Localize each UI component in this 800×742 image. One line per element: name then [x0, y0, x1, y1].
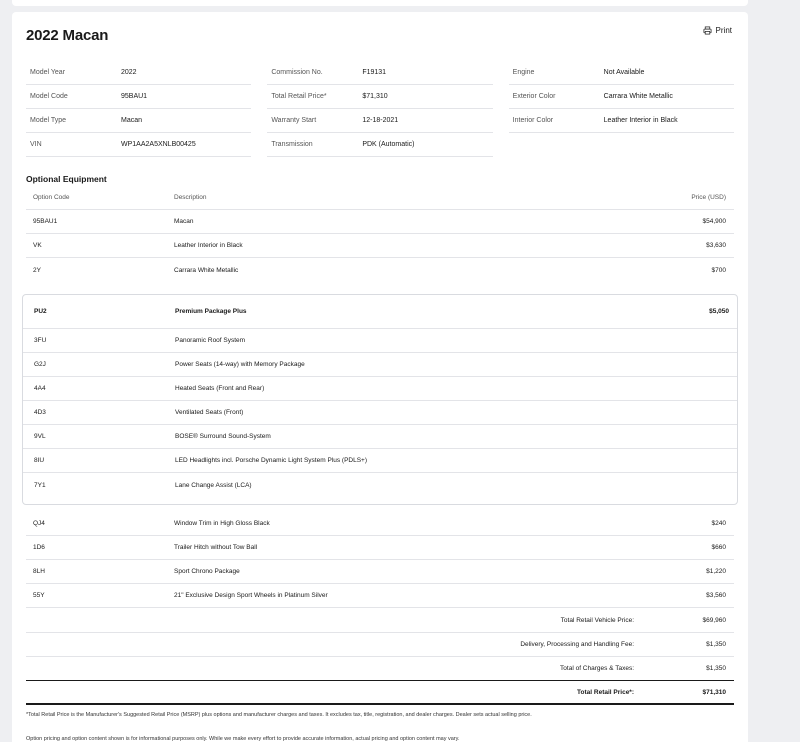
- spec-row: [267, 109, 492, 133]
- spec-row: [26, 109, 251, 133]
- table-row: [26, 512, 734, 536]
- spec-label: Model Code: [30, 93, 68, 100]
- totals-section: [26, 609, 734, 705]
- spec-row: [26, 133, 251, 157]
- option-description: Window Trim in High Gloss Black: [174, 520, 270, 527]
- spec-label: Exterior Color: [512, 93, 556, 100]
- spec-label: VIN: [30, 141, 42, 148]
- spec-label: Commission No.: [271, 69, 323, 76]
- pricing-disclaimer: Option pricing and option content shown is for informational purposes only. While we make every effort to provide accurate information, actual pricing and option content may vary.: [26, 736, 460, 742]
- option-description: LED Headlights incl. Porsche Dynamic Light System Plus (PDLS+): [175, 457, 368, 464]
- option-code: 3FU: [34, 337, 47, 344]
- equipment-table-header: [26, 186, 734, 210]
- option-code: 95BAU1: [33, 218, 58, 225]
- package-item-row: [23, 425, 737, 449]
- spec-value: 2022: [121, 69, 137, 76]
- option-description: Panoramic Roof System: [175, 337, 246, 344]
- total-value: $1,350: [706, 641, 726, 648]
- option-description: Sport Chrono Package: [174, 568, 240, 575]
- optional-equipment-heading: Optional Equipment: [26, 174, 107, 184]
- option-price: $54,900: [702, 218, 726, 225]
- equipment-rows-after: [26, 512, 734, 608]
- option-description: Lane Change Assist (LCA): [175, 481, 252, 489]
- option-description: BOSE® Surround Sound-System: [175, 433, 271, 440]
- spec-row: [267, 85, 492, 109]
- option-description: Trailer Hitch without Tow Ball: [174, 544, 258, 551]
- spec-label: Model Type: [30, 117, 67, 124]
- option-price: $240: [711, 520, 726, 527]
- grand-total-value: $71,310: [702, 688, 726, 696]
- package-item-row: [23, 401, 737, 425]
- column-header-description: Description: [174, 194, 207, 201]
- total-row: [26, 633, 734, 657]
- package-item-row: [23, 449, 737, 473]
- printer-icon: [703, 26, 712, 35]
- total-row: [26, 609, 734, 633]
- spec-row: [26, 61, 251, 85]
- spec-value: PDK (Automatic): [362, 141, 415, 148]
- spec-value: Macan: [121, 117, 143, 124]
- page-title: 2022 Macan: [26, 27, 109, 44]
- top-card-edge: [12, 0, 748, 6]
- vehicle-details-card: [12, 12, 748, 742]
- grand-total-label: Total Retail Price*:: [577, 688, 634, 696]
- option-code: VK: [33, 242, 42, 249]
- option-code: 4A4: [34, 385, 46, 392]
- msrp-disclaimer: *Total Retail Price is the Manufacturer's Suggested Retail Price (MSRP) plus options and manufacturer charges and taxes. It excludes tax, title, registration, and dealer charges. Dealer sets actual selling price.: [26, 712, 532, 718]
- package-item-row: [23, 329, 737, 353]
- spec-label: Warranty Start: [271, 117, 317, 124]
- option-price: $660: [711, 544, 726, 551]
- option-description: Power Seats (14-way) with Memory Package: [175, 361, 305, 368]
- package-code: PU2: [34, 308, 47, 315]
- option-description: Heated Seats (Front and Rear): [175, 385, 265, 392]
- spec-value: $71,310: [362, 93, 388, 100]
- spec-row: [267, 61, 492, 85]
- table-row: [26, 234, 734, 258]
- total-label: Total of Charges & Taxes:: [560, 665, 634, 672]
- specs-column-1: [26, 61, 251, 157]
- option-price: $1,220: [706, 568, 726, 575]
- option-code: 8IU: [34, 457, 45, 464]
- table-row: [26, 584, 734, 608]
- spec-row: [267, 133, 492, 157]
- specs-column-3: [509, 61, 734, 157]
- spec-label: Model Year: [30, 69, 66, 76]
- spec-value: 12-18-2021: [362, 117, 399, 124]
- spec-label: Total Retail Price*: [271, 93, 327, 100]
- option-code: QJ4: [33, 520, 45, 527]
- column-header-price: Price (USD): [691, 194, 726, 201]
- package-item-row: [23, 473, 737, 497]
- spec-value: WP1AA2A5XNLB00425: [121, 141, 196, 148]
- option-description: Carrara White Metallic: [174, 266, 239, 274]
- table-row: [26, 210, 734, 234]
- spec-value: Not Available: [603, 69, 645, 76]
- spec-value: F19131: [362, 69, 387, 76]
- total-value: $69,960: [702, 617, 726, 624]
- specs-column-2: [267, 61, 492, 157]
- spec-row: [509, 85, 734, 109]
- spec-label: Engine: [512, 69, 535, 76]
- package-price: $5,050: [709, 308, 729, 315]
- equipment-rows-before: [26, 210, 734, 282]
- option-price: $3,630: [706, 242, 726, 249]
- specs-grid: [26, 61, 734, 157]
- package-description: Premium Package Plus: [175, 308, 247, 315]
- option-code: 9VL: [34, 433, 46, 440]
- option-description: Leather Interior in Black: [174, 242, 243, 249]
- option-description: Ventilated Seats (Front): [175, 409, 244, 416]
- option-code: 7Y1: [34, 481, 46, 489]
- print-label: Print: [715, 26, 732, 35]
- column-header-code: Option Code: [33, 194, 70, 201]
- spec-row: [26, 85, 251, 109]
- package-item-row: [23, 377, 737, 401]
- table-row: [26, 560, 734, 584]
- option-code: 2Y: [33, 266, 41, 274]
- option-code: 1D6: [33, 544, 45, 551]
- total-row: [26, 657, 734, 681]
- premium-package-group: [22, 294, 738, 505]
- package-item-row: [23, 353, 737, 377]
- spec-value: Carrara White Metallic: [603, 93, 673, 100]
- spec-value: Leather Interior in Black: [603, 117, 678, 124]
- spec-label: Transmission: [271, 141, 313, 148]
- package-header-row: [23, 295, 737, 329]
- grand-total-row: [26, 681, 734, 705]
- print-button[interactable]: [703, 26, 732, 35]
- option-code: 8LH: [33, 568, 45, 575]
- option-price: $3,560: [706, 592, 726, 599]
- spec-value: 95BAU1: [121, 93, 148, 100]
- total-value: $1,350: [706, 665, 726, 672]
- total-label: Delivery, Processing and Handling Fee:: [520, 641, 634, 648]
- spec-row: [509, 61, 734, 85]
- option-description: 21" Exclusive Design Sport Wheels in Platinum Silver: [174, 592, 328, 599]
- option-code: 4D3: [34, 409, 46, 416]
- option-price: $700: [711, 266, 726, 274]
- option-description: Macan: [174, 218, 194, 225]
- spec-label: Interior Color: [512, 117, 554, 124]
- option-code: G2J: [34, 361, 46, 368]
- spec-row: [509, 109, 734, 133]
- option-code: 55Y: [33, 592, 45, 599]
- table-row: [26, 536, 734, 560]
- table-row: [26, 258, 734, 282]
- total-label: Total Retail Vehicle Price:: [560, 617, 634, 624]
